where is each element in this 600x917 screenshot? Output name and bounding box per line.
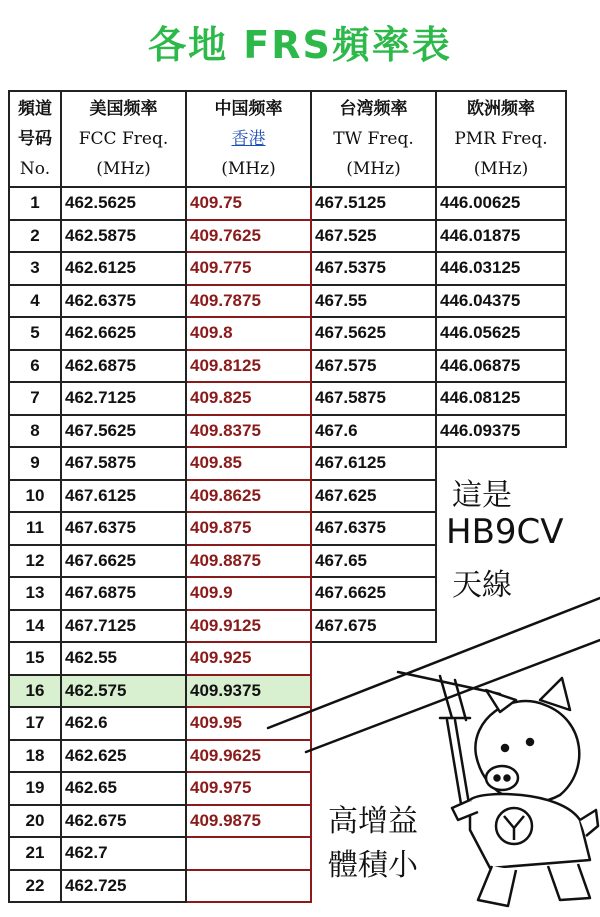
taiwan-frequency-cell: 467.55	[311, 285, 436, 318]
us-frequency-cell: 462.65	[61, 772, 186, 805]
us-frequency-cell: 462.6375	[61, 285, 186, 318]
taiwan-frequency-cell: 467.5125	[311, 187, 436, 220]
europe-frequency-cell: 446.06875	[436, 350, 566, 383]
china-frequency-cell: 409.9	[186, 577, 311, 610]
taiwan-frequency-cell: 467.575	[311, 350, 436, 383]
header-channel-no: 頻道 号码 No.	[9, 91, 61, 187]
channel-number-cell: 15	[9, 642, 61, 675]
europe-frequency-cell: 446.01875	[436, 220, 566, 253]
channel-number-cell: 21	[9, 837, 61, 870]
page-title: 各地 FRS頻率表	[148, 23, 452, 67]
china-frequency-cell: 409.975	[186, 772, 311, 805]
europe-frequency-cell: 446.03125	[436, 252, 566, 285]
china-frequency-cell: 409.7625	[186, 220, 311, 253]
taiwan-frequency-cell: 467.525	[311, 220, 436, 253]
channel-number-cell: 13	[9, 577, 61, 610]
europe-frequency-cell: 446.04375	[436, 285, 566, 318]
channel-number-cell: 14	[9, 610, 61, 643]
channel-number-cell: 20	[9, 805, 61, 838]
pig-mascot-icon	[452, 678, 598, 906]
channel-number-cell: 4	[9, 285, 61, 318]
us-frequency-cell: 467.6125	[61, 480, 186, 513]
header-us-freq: 美国频率 FCC Freq. (MHz)	[61, 91, 186, 187]
us-frequency-cell: 462.7	[61, 837, 186, 870]
antenna-note-line2: HB9CV	[446, 512, 564, 552]
channel-number-cell: 16	[9, 675, 61, 708]
china-frequency-cell: 409.85	[186, 447, 311, 480]
china-frequency-cell: 409.9625	[186, 740, 311, 773]
channel-number-cell: 18	[9, 740, 61, 773]
taiwan-frequency-cell: 467.675	[311, 610, 436, 643]
us-frequency-cell: 462.625	[61, 740, 186, 773]
china-frequency-cell: 409.825	[186, 382, 311, 415]
us-frequency-cell: 467.5875	[61, 447, 186, 480]
china-frequency-cell: 409.9125	[186, 610, 311, 643]
channel-number-cell: 12	[9, 545, 61, 578]
us-frequency-cell: 467.7125	[61, 610, 186, 643]
us-frequency-cell: 462.6875	[61, 350, 186, 383]
channel-number-cell: 3	[9, 252, 61, 285]
china-frequency-cell: 409.75	[186, 187, 311, 220]
antenna-note-line1: 這是	[452, 478, 512, 513]
us-frequency-cell: 462.675	[61, 805, 186, 838]
us-frequency-cell: 467.6375	[61, 512, 186, 545]
channel-number-cell: 5	[9, 317, 61, 350]
us-frequency-cell: 462.6	[61, 707, 186, 740]
taiwan-frequency-cell: 467.5375	[311, 252, 436, 285]
us-frequency-cell: 462.725	[61, 870, 186, 903]
taiwan-frequency-cell: 467.6	[311, 415, 436, 448]
china-frequency-cell: 409.8625	[186, 480, 311, 513]
china-frequency-cell: 409.925	[186, 642, 311, 675]
channel-number-cell: 22	[9, 870, 61, 903]
china-frequency-cell: 409.8125	[186, 350, 311, 383]
us-frequency-cell: 462.6625	[61, 317, 186, 350]
china-frequency-cell: 409.9375	[186, 675, 311, 708]
china-frequency-cell: 409.8375	[186, 415, 311, 448]
channel-number-cell: 8	[9, 415, 61, 448]
taiwan-frequency-cell: 467.6375	[311, 512, 436, 545]
us-frequency-cell: 467.6625	[61, 545, 186, 578]
us-frequency-cell: 462.7125	[61, 382, 186, 415]
header-taiwan-freq: 台湾频率 TW Freq. (MHz)	[311, 91, 436, 187]
taiwan-frequency-cell: 467.5875	[311, 382, 436, 415]
europe-frequency-cell: 446.08125	[436, 382, 566, 415]
taiwan-frequency-cell: 467.65	[311, 545, 436, 578]
us-frequency-cell: 462.575	[61, 675, 186, 708]
hongkong-link[interactable]: 香港	[231, 129, 266, 149]
china-frequency-cell: 409.9875	[186, 805, 311, 838]
us-frequency-cell: 462.5625	[61, 187, 186, 220]
channel-number-cell: 1	[9, 187, 61, 220]
taiwan-frequency-cell: 467.5625	[311, 317, 436, 350]
channel-number-cell: 11	[9, 512, 61, 545]
china-frequency-cell: 409.7875	[186, 285, 311, 318]
china-frequency-cell: 409.775	[186, 252, 311, 285]
us-frequency-cell: 462.6125	[61, 252, 186, 285]
header-china-freq: 中国频率 香港 (MHz)	[186, 91, 311, 187]
china-frequency-cell: 409.875	[186, 512, 311, 545]
header-europe-freq: 欧洲频率 PMR Freq. (MHz)	[436, 91, 566, 187]
channel-number-cell: 7	[9, 382, 61, 415]
channel-number-cell: 2	[9, 220, 61, 253]
taiwan-frequency-cell: 467.6125	[311, 447, 436, 480]
taiwan-frequency-cell: 467.625	[311, 480, 436, 513]
us-frequency-cell: 462.55	[61, 642, 186, 675]
antenna-note-line3: 天線	[452, 568, 512, 603]
gain-note-line1: 高增益	[328, 804, 418, 839]
channel-number-cell: 17	[9, 707, 61, 740]
channel-number-cell: 19	[9, 772, 61, 805]
channel-number-cell: 6	[9, 350, 61, 383]
gain-note-line2: 體積小	[328, 848, 418, 883]
channel-number-cell: 10	[9, 480, 61, 513]
us-frequency-cell: 467.5625	[61, 415, 186, 448]
us-frequency-cell: 462.5875	[61, 220, 186, 253]
china-frequency-cell: 409.95	[186, 707, 311, 740]
china-frequency-cell: 409.8	[186, 317, 311, 350]
europe-frequency-cell: 446.09375	[436, 415, 566, 448]
channel-number-cell: 9	[9, 447, 61, 480]
taiwan-frequency-cell: 467.6625	[311, 577, 436, 610]
china-frequency-cell: 409.8875	[186, 545, 311, 578]
europe-frequency-cell: 446.05625	[436, 317, 566, 350]
us-frequency-cell: 467.6875	[61, 577, 186, 610]
europe-frequency-cell: 446.00625	[436, 187, 566, 220]
